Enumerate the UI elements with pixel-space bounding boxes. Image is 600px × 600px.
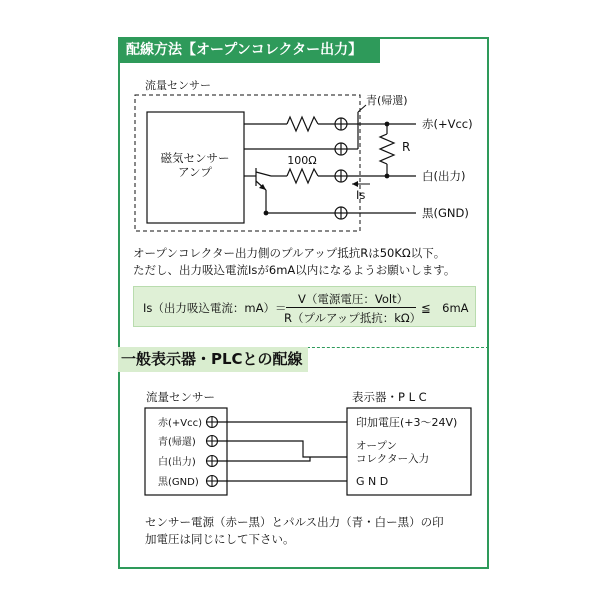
section2-title: 一般表示器・PLCとの配線 [118,347,308,372]
display-applied-voltage: 印加電圧(+3～24V) [356,416,458,429]
terminal2-blue [207,436,218,447]
sensor2-label: 流量センサー [146,390,215,404]
formula-denominator: R（プルアップ抵抗：kΩ） [284,311,422,325]
label-red-vcc: 赤(+Vcc) [422,117,473,131]
label-white-out: 白(出力) [422,169,466,183]
display-label: 表示器・P L C [352,390,427,404]
display-gnd: G N D [356,475,389,488]
terminal2-red [207,417,218,428]
sensor2-term-red: 赤(+Vcc) [158,418,203,429]
formula-numerator: V（電源電圧：Volt） [298,292,409,306]
r-label: R [402,140,411,154]
note2-line2: 加電圧は同じにして下さい。 [145,532,295,546]
label-black-gnd: 黒(GND) [422,206,469,220]
section1-title: 配線方法【オープンコレクター出力】 [118,37,380,63]
amp-label-line1: 磁気センサー [160,151,230,165]
sensor2-term-white: 白(出力) [158,457,196,468]
note2-line1: センサー電源（赤ー黒）とパルス出力（青・白ー黒）の印 [145,515,444,529]
resistor-100-label: 100Ω [287,154,317,167]
note1-line1: オープンコレクター出力側のプルアップ抵抗Rは50KΩ以下。 [133,246,446,260]
sensor-label: 流量センサー [145,79,211,92]
sensor2-term-blue: 青(帰還) [158,437,196,448]
amp-label-line2: アンプ [177,165,213,179]
is-label: Is [356,188,366,202]
formula-rhs: ≦ 6mA [421,301,469,315]
display-oc-line1: オープン [356,440,398,452]
note1-line2: ただし、出力吸込電流Isが6mA以内になるようお願いします。 [133,263,456,277]
display-oc-line2: コレクター入力 [356,453,430,465]
wire-white [218,457,311,461]
terminal2-white [207,456,218,467]
wire-blue [218,441,348,457]
blue-label: 青(帰還) [366,94,408,107]
sensor2-term-black: 黒(GND) [158,477,199,488]
terminal2-black [207,476,218,487]
formula-lhs: Is（出力吸込電流：mA）＝ [143,301,287,315]
